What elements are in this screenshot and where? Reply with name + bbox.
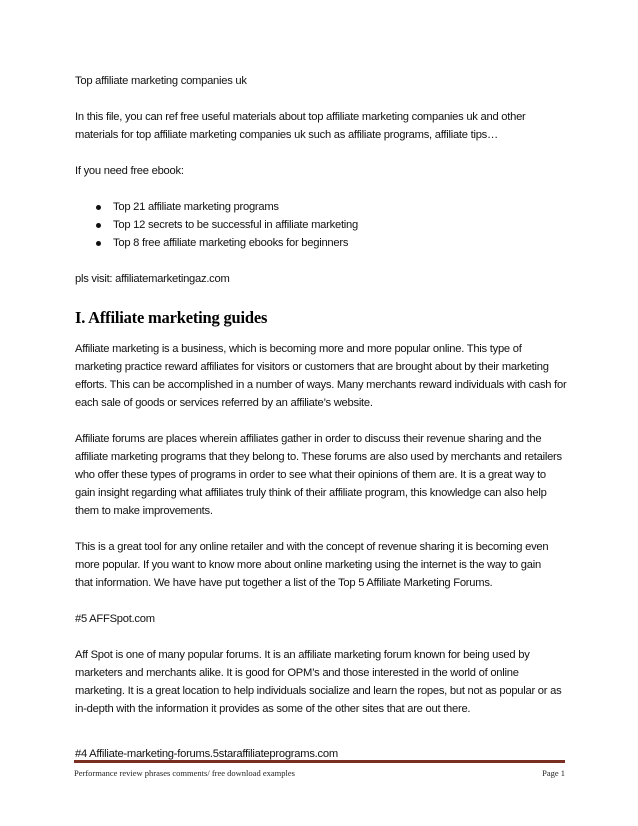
paragraph-line: marketers and merchants alike. It is good for OPM’s and those interested in the world of online bbox=[75, 667, 519, 679]
ebook-prompt: If you need free ebook: bbox=[75, 165, 184, 177]
bullet-icon bbox=[96, 223, 101, 228]
paragraph-line: efforts. This can be accomplished in a number of ways. Many merchants reward individuals with cash for bbox=[75, 379, 567, 391]
doc-title: Top affiliate marketing companies uk bbox=[75, 75, 247, 87]
paragraph-line: in-depth with the information it provides as some of the other sites that are out there. bbox=[75, 703, 471, 715]
paragraph-line: affiliate marketing programs that they belong to. These forums are also used by merchants and retailers bbox=[75, 451, 562, 463]
paragraph-line: marketing. It is a great location to help individuals socialize and learn the ropes, but not as popular or as bbox=[75, 685, 562, 697]
list-item bbox=[96, 234, 575, 252]
list-item bbox=[96, 216, 575, 234]
paragraph-line: gain insight regarding what affiliates truly think of their affiliate program, this knowledge can also help bbox=[75, 487, 547, 499]
paragraph-line: This is a great tool for any online retailer and with the concept of revenue sharing it is becoming even bbox=[75, 541, 549, 553]
visit-line: pls visit: affiliatemarketingaz.com bbox=[75, 273, 230, 285]
paragraph-line: more popular. If you want to know more about online marketing using the internet is the way to gain bbox=[75, 559, 541, 571]
bullet-icon bbox=[96, 241, 101, 246]
paragraph-line: Affiliate forums are places wherein affiliates gather in order to discuss their revenue sharing and the bbox=[75, 433, 542, 445]
list-item-text: Top 21 affiliate marketing programs bbox=[113, 201, 279, 213]
paragraph-line: each sale of goods or services referred by an affiliate’s website. bbox=[75, 397, 373, 409]
forum-item-title: #4 Affiliate-marketing-forums.5staraffiliateprograms.com bbox=[75, 748, 338, 760]
footer-text: Performance review phrases comments/ free download examples bbox=[74, 768, 295, 778]
section-heading: I. Affiliate marketing guides bbox=[75, 308, 268, 327]
list-item bbox=[96, 198, 575, 216]
page-content bbox=[75, 72, 575, 763]
paragraph-line: that information. We have have put together a list of the Top 5 Affiliate Marketing Forums. bbox=[75, 577, 493, 589]
paragraph-line: Aff Spot is one of many popular forums. It is an affiliate marketing forum known for being used by bbox=[75, 649, 530, 661]
list-item-text: Top 8 free affiliate marketing ebooks for beginners bbox=[113, 237, 349, 249]
bullet-icon bbox=[96, 205, 101, 210]
page-footer bbox=[74, 760, 565, 778]
paragraph-line: Affiliate marketing is a business, which is becoming more and more popular online. This type of bbox=[75, 343, 522, 355]
forum-item-title: #5 AFFSpot.com bbox=[75, 613, 155, 625]
page-number: Page 1 bbox=[542, 768, 565, 778]
paragraph-line: who offer these types of programs in order to see what their opinions of them are. It is a great way to bbox=[75, 469, 546, 481]
intro-line: materials for top affiliate marketing companies uk such as affiliate programs, affiliate tips… bbox=[75, 129, 498, 141]
paragraph-line: marketing practice reward affiliates for visitors or customers that are brought about by their marketing bbox=[75, 361, 549, 373]
paragraph-line: them to make improvements. bbox=[75, 505, 213, 517]
ebook-list bbox=[75, 198, 575, 252]
list-item-text: Top 12 secrets to be successful in affiliate marketing bbox=[113, 219, 358, 231]
intro-line: In this file, you can ref free useful materials about top affiliate marketing companies uk and other bbox=[75, 111, 526, 123]
